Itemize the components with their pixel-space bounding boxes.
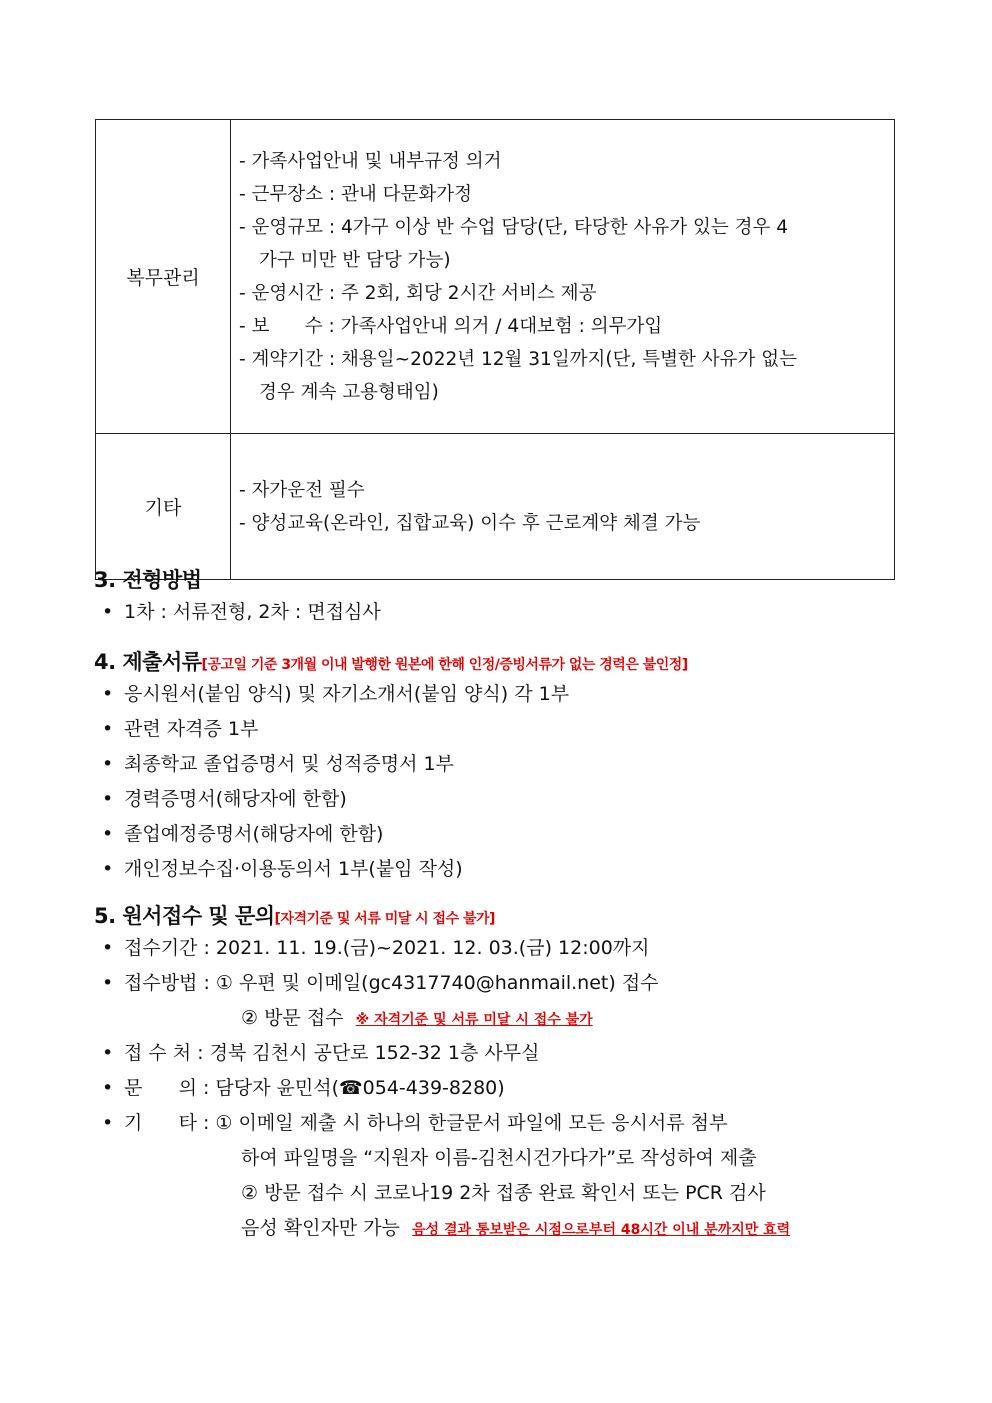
- duty-line: - 운영규모 : 4가구 이상 반 수업 담당(단, 타당한 사유가 있는 경우 4: [239, 216, 789, 238]
- list-item: • 기 타 : ① 이메일 제출 시 하나의 한글문서 파일에 모든 응시서류 첨부: [94, 1106, 790, 1141]
- list-item: • 문 의 : 담당자 윤민석(☎054-439-8280): [94, 1071, 790, 1106]
- list-item: • 졸업예정증명서(해당자에 한함): [94, 817, 688, 852]
- list-item: • 개인정보수집·이용동의서 1부(붙임 작성): [94, 852, 688, 887]
- duty-line: - 계약기간 : 채용일~2022년 12월 31일까지(단, 특별한 사유가 없는: [239, 348, 798, 370]
- table-row: [96, 434, 895, 580]
- etc-note-text: 음성 확인자만 가능: [241, 1217, 400, 1239]
- section-title: 3. 전형방법: [94, 568, 202, 592]
- list-item: • 접수방법 : ① 우편 및 이메일(gc4317740@hanmail.net) 접수: [94, 966, 790, 1001]
- section-title-text: 5. 원서접수 및 문의: [94, 904, 275, 928]
- duty-line: - 운영시간 : 주 2회, 회당 2시간 서비스 제공: [239, 282, 597, 304]
- duty-line: 가구 미만 반 담당 가능): [259, 249, 451, 271]
- list-item: • 응시원서(붙임 양식) 및 자기소개서(붙임 양식) 각 1부: [94, 677, 688, 712]
- row-content-etc: [231, 434, 895, 580]
- section-title: [94, 647, 688, 677]
- method-visit-note: ※ 자격기준 및 서류 미달 시 접수 불가: [355, 1012, 593, 1028]
- section-note: [자격기준 및 서류 미달 시 접수 불가]: [274, 911, 495, 927]
- section-title-text: 4. 제출서류: [94, 650, 202, 674]
- duty-line: - 근무장소 : 관내 다문화가정: [239, 183, 473, 205]
- list-item-continuation: ② 방문 접수 시 코로나19 2차 접종 완료 확인서 또는 PCR 검사: [241, 1182, 766, 1204]
- table-row: [96, 120, 895, 434]
- section-title: [94, 901, 790, 931]
- list-item: • 접수기간 : 2021. 11. 19.(금)~2021. 12. 03.(금) 12:00까지: [94, 931, 790, 966]
- list-item-continuation: [94, 1001, 790, 1036]
- list-item: • 최종학교 졸업증명서 및 성적증명서 1부: [94, 747, 688, 782]
- duty-line: 경우 계속 고용형태임): [259, 381, 439, 403]
- list-item: • 1차 : 서류전형, 2차 : 면접심사: [94, 595, 381, 630]
- row-header-duty: 복무관리: [96, 120, 231, 434]
- row-header-etc: 기타: [96, 434, 231, 580]
- list-item: • 접 수 처 : 경북 김천시 공단로 152-32 1층 사무실: [94, 1036, 790, 1071]
- etc-line: - 자가운전 필수: [239, 479, 365, 501]
- section-note: [공고일 기준 3개월 이내 발행한 원본에 한해 인정/증빙서류가 없는 경력은 불인정]: [201, 657, 688, 673]
- duty-line: - 보 수 : 가족사업안내 의거 / 4대보험 : 의무가입: [239, 315, 663, 337]
- etc-line: - 양성교육(온라인, 집합교육) 이수 후 근로계약 체결 가능: [239, 512, 701, 534]
- list-item: • 경력증명서(해당자에 한함): [94, 782, 688, 817]
- list-item: • 관련 자격증 1부: [94, 712, 688, 747]
- list-item-continuation: [94, 1211, 790, 1246]
- section-application: [94, 901, 790, 1246]
- etc-red-note: 음성 결과 통보받은 시점으로부터 48시간 이내 분까지만 효력: [412, 1222, 791, 1238]
- list-item-continuation: 하여 파일명을 “지원자 이름-김천시건가다가”로 작성하여 제출: [241, 1147, 757, 1169]
- duty-table: [95, 119, 895, 580]
- method-visit: ② 방문 접수: [241, 1007, 344, 1029]
- section-documents: [94, 647, 688, 887]
- section-selection: [94, 565, 381, 630]
- row-content-duty: [231, 120, 895, 434]
- duty-line: - 가족사업안내 및 내부규정 의거: [239, 150, 502, 172]
